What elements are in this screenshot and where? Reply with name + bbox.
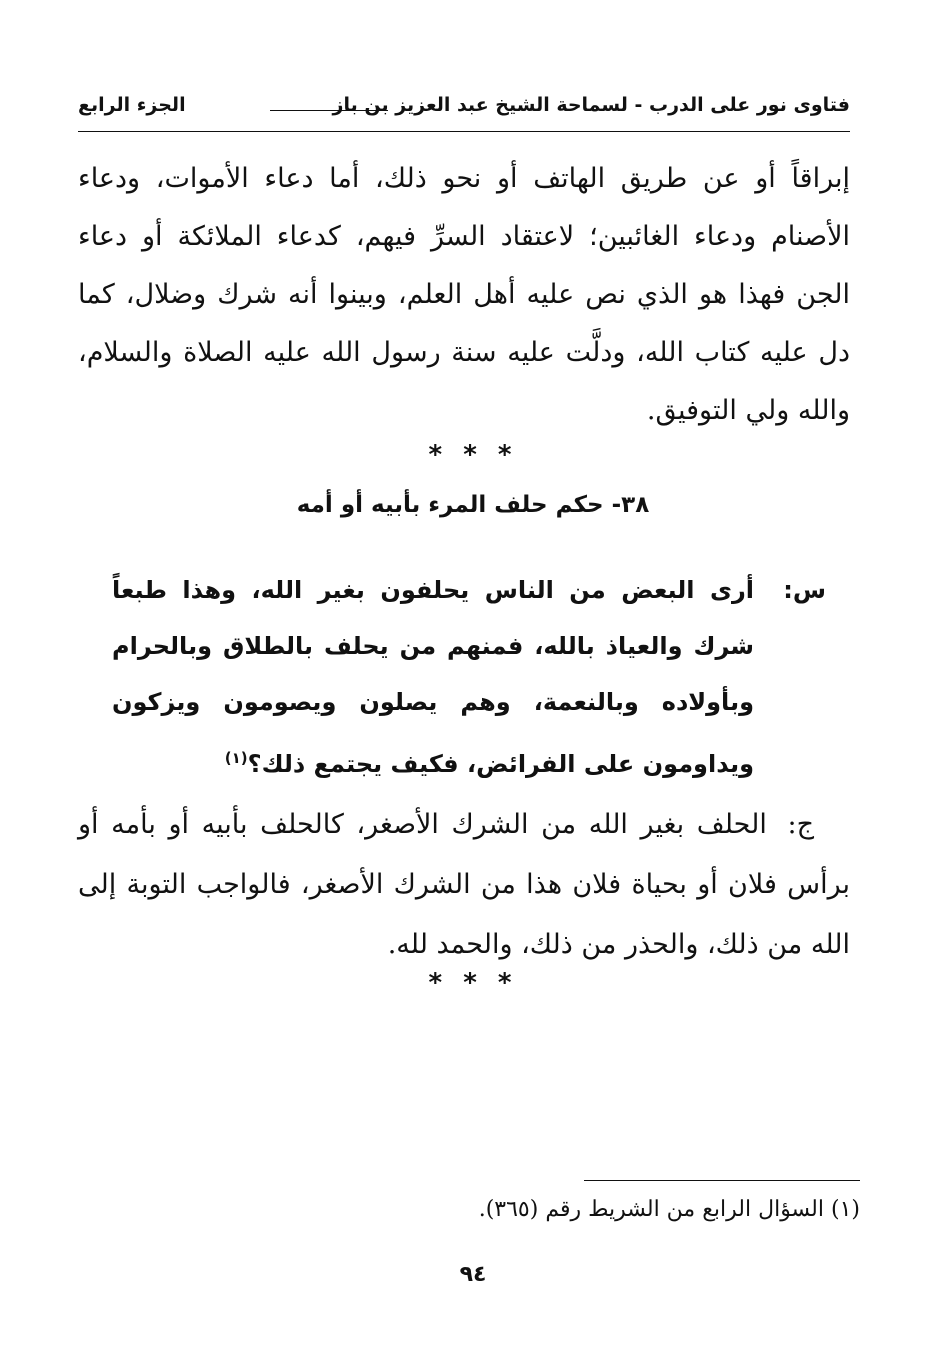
section-divider-bottom: * * * <box>428 968 518 998</box>
question-body <box>112 562 754 792</box>
intro-paragraph: إبراقاً أو عن طريق الهاتف أو نحو ذلك، أما دعاء الأموات، ودعاء الأصنام ودعاء الغائبين؛ لاعتقاد السرِّ فيهم، كدعاء الملائكة أو دعاء الجن فهذا هو الذي نص عليه أهل العلم، وبينوا أنه شرك وضلال، كما دل عليه كتاب الله، ودلَّت عليه سنة رسول الله عليه الصلاة والسلام، والله ولي التوفيق. <box>78 163 850 426</box>
answer-text: الحلف بغير الله من الشرك الأصغر، كالحلف بأبيه أو بأمه أو برأس فلان أو بحياة فلان هذا من الشرك الأصغر، فالواجب التوبة إلى الله من ذلك، والحذر من ذلك، والحمد لله. <box>78 809 850 960</box>
question-block <box>112 562 826 792</box>
header-part-label: الجزء الرابع <box>78 94 186 116</box>
answer-block <box>78 795 850 975</box>
footnote-rule <box>584 1180 860 1181</box>
header-title: فتاوى نور على الدرب - لسماحة الشيخ عبد العزيز بن باز <box>332 94 850 116</box>
page-number: ٩٤ <box>459 1262 487 1287</box>
answer-prefix: ج: <box>787 809 814 840</box>
footnote: (١) السؤال الرابع من الشريط رقم (٣٦٥). <box>478 1197 860 1222</box>
question-text: أرى البعض من الناس يحلفون بغير الله، وهذا طبعاً شرك والعياذ بالله، فمنهم من يحلف بالطلاق وبالحرام وبأولاده وبالنعمة، وهم يصلون ويصومون ويزكون ويداومون على الفرائض، فكيف يجتمع ذلك؟ <box>112 576 754 778</box>
section-divider-top: * * * <box>428 440 518 470</box>
footnote-marker: (١) <box>224 749 248 767</box>
question-prefix: س: <box>783 576 826 604</box>
section-title: ٣٨- حكم حلف المرء بأبيه أو أمه <box>296 492 650 518</box>
running-header <box>78 88 850 132</box>
header-underline <box>78 131 850 132</box>
header-dash-rule <box>270 110 388 111</box>
